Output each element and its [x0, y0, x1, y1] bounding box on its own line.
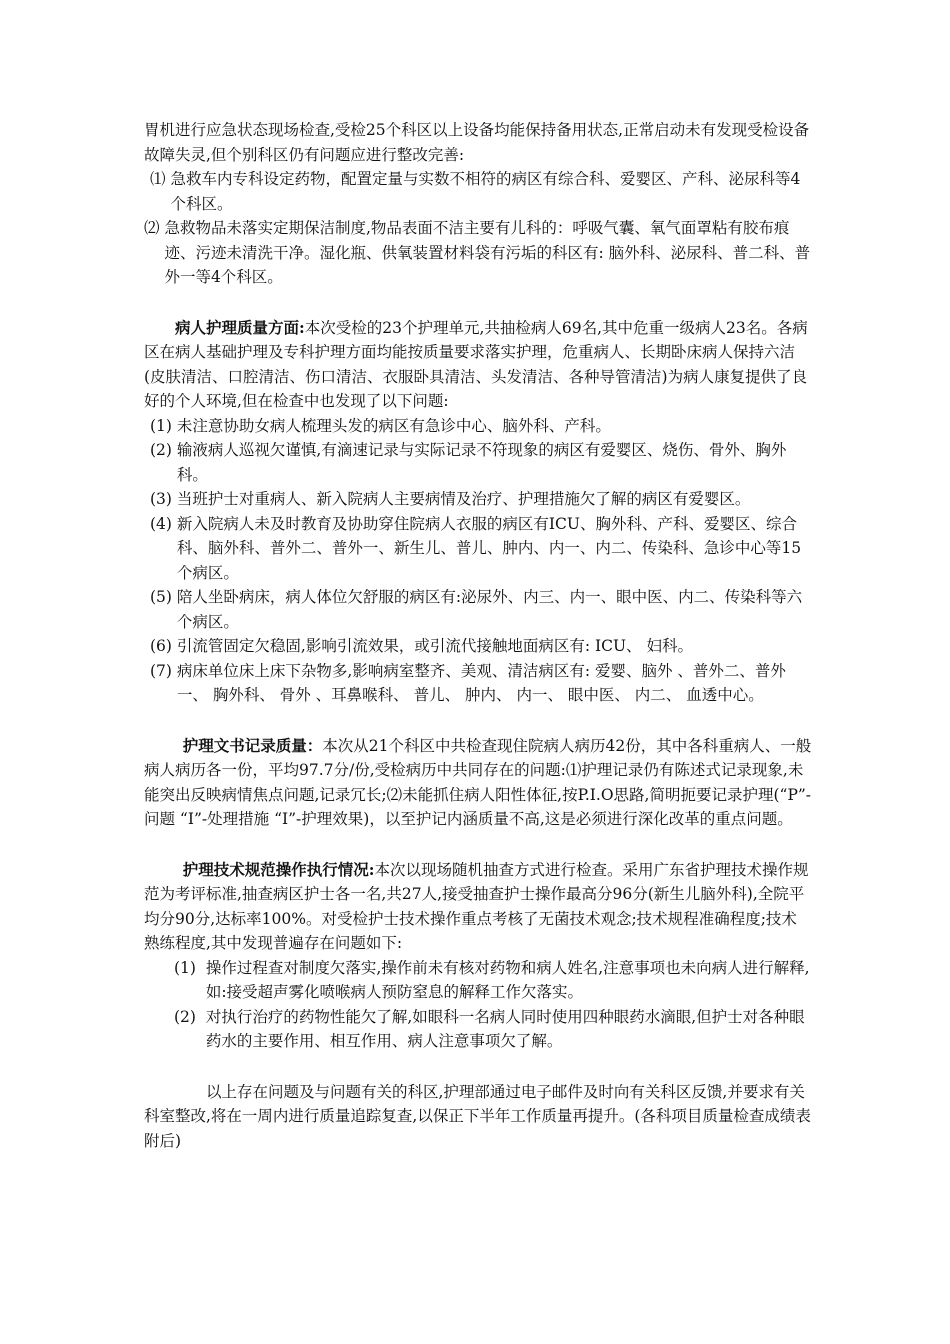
item-text: 急救车内专科设定药物，配置定量与实数不相符的病区有综合科、爱婴区、产科、泌尿科等4个科区。 — [170, 170, 801, 213]
item-text: 对执行治疗的药物性能欠了解,如眼科一名病人同时使用四种眼药水滴眼,但护士对各种眼药水的主要作用、相互作用、病人注意事项欠了解。 — [205, 1007, 805, 1050]
item-text: 病床单位床上床下杂物多,影响病室整齐、美观、清洁病区有: 爱婴、脑外 、普外二、普外一、 胸外科、 骨外 、耳鼻喉科、 普儿、 肿内、 内一、 眼中医、 内二、 血透中心。 — [176, 661, 786, 704]
patient-care-body: 本次受检的23个护理单元,共抽检病人69名,其中危重一级病人23名。各病区在病人基础护理及专科护理方面均能按质量要求落实护理，危重病人、长期卧床病人保持六洁(皮肤清洁、口腔清洁、伤口清洁、衣服卧具清洁、头发清洁、各种导管清洁)为病人康复提供了良好的个人环境,但在检查中也发现了以下问题: — [144, 318, 808, 410]
item-number: (6) — [150, 637, 177, 655]
documents-heading: 护理文书记录质量： — [182, 735, 323, 755]
conclusion-paragraph: 以上存在问题及与问题有关的科区,护理部通过电子邮件及时向有关科区反馈,并要求有关科室整改,将在一周内进行质量追踪复查,以保正下半年工作质量再提升。(各科项目质量检查成绩表附后) — [144, 1082, 811, 1150]
list-item — [144, 487, 812, 512]
item-number: ⑵ — [144, 219, 165, 237]
item-number: (3) — [150, 490, 177, 508]
item-text: 引流管固定欠稳固,影响引流效果，或引流代接触地面病区有: ICU、 妇科。 — [176, 637, 693, 655]
item-text: 未注意协助女病人梳理头发的病区有急诊中心、脑外科、产科。 — [176, 416, 611, 435]
list-item — [144, 216, 812, 290]
list-item — [144, 414, 812, 439]
equipment-intro: 胃机进行应急状态现场检查,受检25个科区以上设备均能保持备用状态,正常启动未有发现受检设备故障失灵,但个别科区仍有问题应进行整改完善: — [144, 121, 810, 164]
item-text: 输液病人巡视欠谨慎,有滴速记录与实际记录不符现象的病区有爱婴区、烧伤、骨外、胸外科。 — [176, 441, 787, 484]
patient-care-paragraph — [144, 316, 812, 414]
list-item — [144, 956, 812, 1005]
documents-paragraph — [144, 734, 812, 832]
item-number: ⑴ — [150, 170, 171, 188]
item-text: 操作过程查对制度欠落实,操作前未有核对药物和病人姓名,注意事项也未向病人进行解释,如:接受超声雾化喷喉病人预防窒息的解释工作欠落实。 — [205, 958, 810, 1001]
item-number: (7) — [150, 661, 177, 680]
skills-paragraph — [144, 858, 812, 956]
item-number: (1) — [174, 958, 206, 977]
item-text: 急救物品未落实定期保洁制度,物品表面不洁主要有儿科的：呼吸气囊、氧气面罩粘有胶布痕迹、污迹未清洗干净。湿化瓶、供氧装置材料袋有污垢的科区有: 脑外科、泌尿科、普二科、普外一等4个科区。 — [164, 219, 811, 286]
item-text: 新入院病人未及时教育及协助穿住院病人衣服的病区有ICU、胸外科、产科、爱婴区、综合科、脑外科、普外二、普外一、新生儿、普儿、肿内、内一、内二、传染科、急诊中心等15个病区。 — [176, 514, 802, 582]
item-text: 当班护士对重病人、新入院病人主要病情及治疗、护理措施欠了解的病区有爱婴区。 — [176, 490, 751, 508]
item-text: 陪人坐卧病床，病人体位欠舒服的病区有:泌尿外、内三、内一、眼中医、内二、传染科等六个病区。 — [176, 588, 803, 631]
patient-care-heading: 病人护理质量方面: — [175, 317, 305, 337]
item-number: (2) — [150, 441, 177, 459]
list-item — [144, 585, 812, 634]
list-item — [144, 659, 812, 708]
list-item — [144, 512, 812, 586]
documents-body: 本次从21个科区中共检查现住院病人病历42份，其中各科重病人、一般病人病历各一份，平均97.7分/份,受检病历中共同存在的问题:⑴护理记录仍有陈述式记录现象,未能突出反映病情焦点问题,记录冗长;⑵未能抓住病人阳性体征,按P.I.O思路,简明扼要记录护理(“P”-问题 “I”-处理措施 “I”-护理效果)，以至护记内涵质量不高,这是必须进行深化改革的重点问题。 — [144, 736, 812, 828]
document-page — [144, 118, 812, 1153]
item-number: (1) — [150, 416, 177, 435]
skills-heading: 护理技术规范操作执行情况: — [182, 859, 375, 879]
list-item — [144, 438, 812, 487]
list-item — [144, 167, 812, 216]
list-item — [144, 1005, 812, 1054]
skills-body: 本次以现场随机抽查方式进行检查。采用广东省护理技术操作规范为考评标准,抽查病区护士各一名,共27人,接受抽查护士操作最高分96分(新生儿脑外科),全院平均分90分,达标率100%。对受检护士技术操作重点考核了无菌技术观念;技术规程准确程度;技术熟练程度,其中发现普遍存在问题如下: — [144, 860, 809, 952]
list-item — [144, 634, 812, 659]
item-number: (4) — [150, 514, 177, 533]
item-number: (2) — [174, 1007, 206, 1026]
item-number: (5) — [150, 588, 177, 606]
